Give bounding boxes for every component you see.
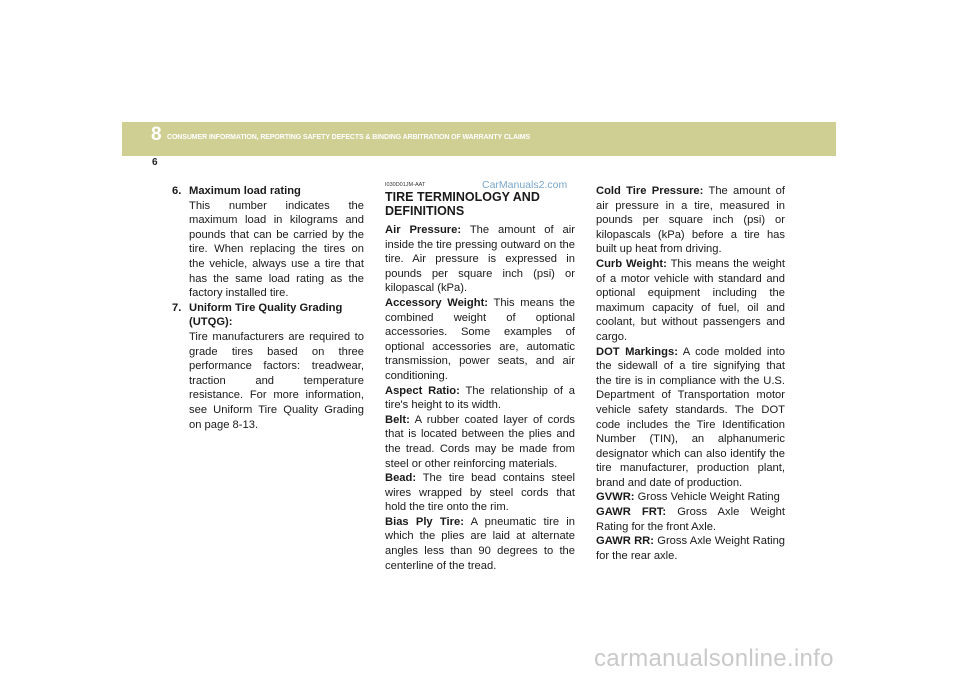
definition-text: This means the combined weight of optional accessories. Some examples of optional accessories are, automatic transmission, power seats, and air conditioning. [385, 296, 576, 382]
watermark-bottom[interactable]: carmanualsonline.info [594, 645, 834, 672]
list-item [172, 184, 364, 301]
list-item-title: Uniform Tire Quality Grading (UTQG): [189, 301, 343, 329]
definition-term: Curb Weight: [596, 257, 667, 270]
list-item [172, 301, 364, 432]
definition [385, 223, 575, 296]
definition-term: Aspect Ratio: [385, 384, 460, 397]
definition [596, 345, 785, 491]
column-1 [172, 184, 364, 432]
definition-text: Gross Axle Weight Rating for the rear axle. [596, 535, 786, 562]
column-3 [596, 184, 785, 563]
definition-text: A pneumatic tire in which the plies are laid at alternate angles less than 90 degrees to the centerline of the tread. [385, 515, 575, 572]
definition-text: The amount of air inside the tire pressing outward on the tire. Air pressure is expressed in pounds per square inch (psi) or kilopascal (kPa). [385, 224, 575, 295]
chapter-number: 8 [151, 124, 162, 145]
definition-term: GVWR: [596, 491, 635, 504]
list-item-number: 7. [172, 301, 182, 314]
definition-text: The relationship of a tire's height to its width. [385, 384, 576, 412]
section-code: I030D01JM-AAT [385, 182, 426, 188]
definition-text: This means the weight of a motor vehicle with standard and optional equipment including the maximum capacity of fuel, oil and coolant, but without passengers and cargo. [596, 257, 785, 343]
definition-text: A code molded into the sidewall of a tire signifying that the tire is in compliance with the U.S. Department of Transportation motor vehicle safety standards. The DOT code includes the Tire Identification Number (TIN), an alphanumeric designator which can also identify the tire manufacturer, production plant, brand and date of production. [596, 345, 785, 489]
definition-term: DOT Markings: [596, 345, 678, 358]
definition [596, 257, 785, 345]
section-title: TIRE TERMINOLOGY AND DEFINITIONS [385, 190, 540, 218]
definition [596, 184, 785, 257]
definition-term: GAWR FRT: [596, 506, 667, 519]
definition-text: The tire bead contains steel wires wrapped by steel cords that hold the tire onto the rim. [385, 472, 575, 514]
definition [385, 413, 575, 471]
definition-text: A rubber coated layer of cords that is located between the plies and the tread. Cords may be made from steel or other reinforcing materials. [385, 413, 576, 470]
definition [385, 471, 575, 515]
definition [385, 515, 575, 573]
definition-text: The amount of air pressure in a tire, measured in pounds per square inch (psi) or kilopascals (kPa) before a tire has built up heat from driving. [596, 185, 785, 256]
definition [596, 505, 785, 534]
definition-term: Bead: [385, 472, 417, 485]
list-item-title: Maximum load rating [189, 185, 301, 197]
column-2 [385, 179, 575, 573]
definition [596, 490, 785, 505]
watermark-top[interactable]: CarManuals2.com [482, 179, 568, 191]
definition-text: Gross Vehicle Weight Rating [637, 491, 780, 504]
list-item-number: 6. [172, 185, 182, 197]
definition-term: Bias Ply Tire: [385, 515, 464, 528]
definition [596, 534, 785, 563]
list-item-text: This number indicates the maximum load in kilograms and pounds that can be carried by the tire. When replacing the tires on the vehicle, always use a tire that has the same load rating as the factory installed tire. [189, 199, 364, 300]
definition-text: Gross Axle Weight Rating for the front Axle. [596, 506, 785, 533]
definition-term: Belt: [385, 413, 410, 426]
definition [385, 296, 575, 384]
chapter-title: CONSUMER INFORMATION, REPORTING SAFETY DEFECTS & BINDING ARBITRATION OF WARRANTY CLAIMS [167, 134, 531, 141]
definition-term: GAWR RR: [596, 535, 654, 548]
definition-term: Air Pressure: [385, 224, 462, 236]
definition-term: Accessory Weight: [385, 296, 489, 309]
page-number: 6 [152, 157, 158, 168]
definition [385, 384, 575, 413]
list-item-text: Tire manufacturers are required to grade tires based on three performance factors: treadwear, traction and temperature resistance. For more information, see Uniform Tire Quality Grading on page 8-13. [189, 330, 364, 431]
definition-term: Cold Tire Pressure: [596, 185, 704, 197]
